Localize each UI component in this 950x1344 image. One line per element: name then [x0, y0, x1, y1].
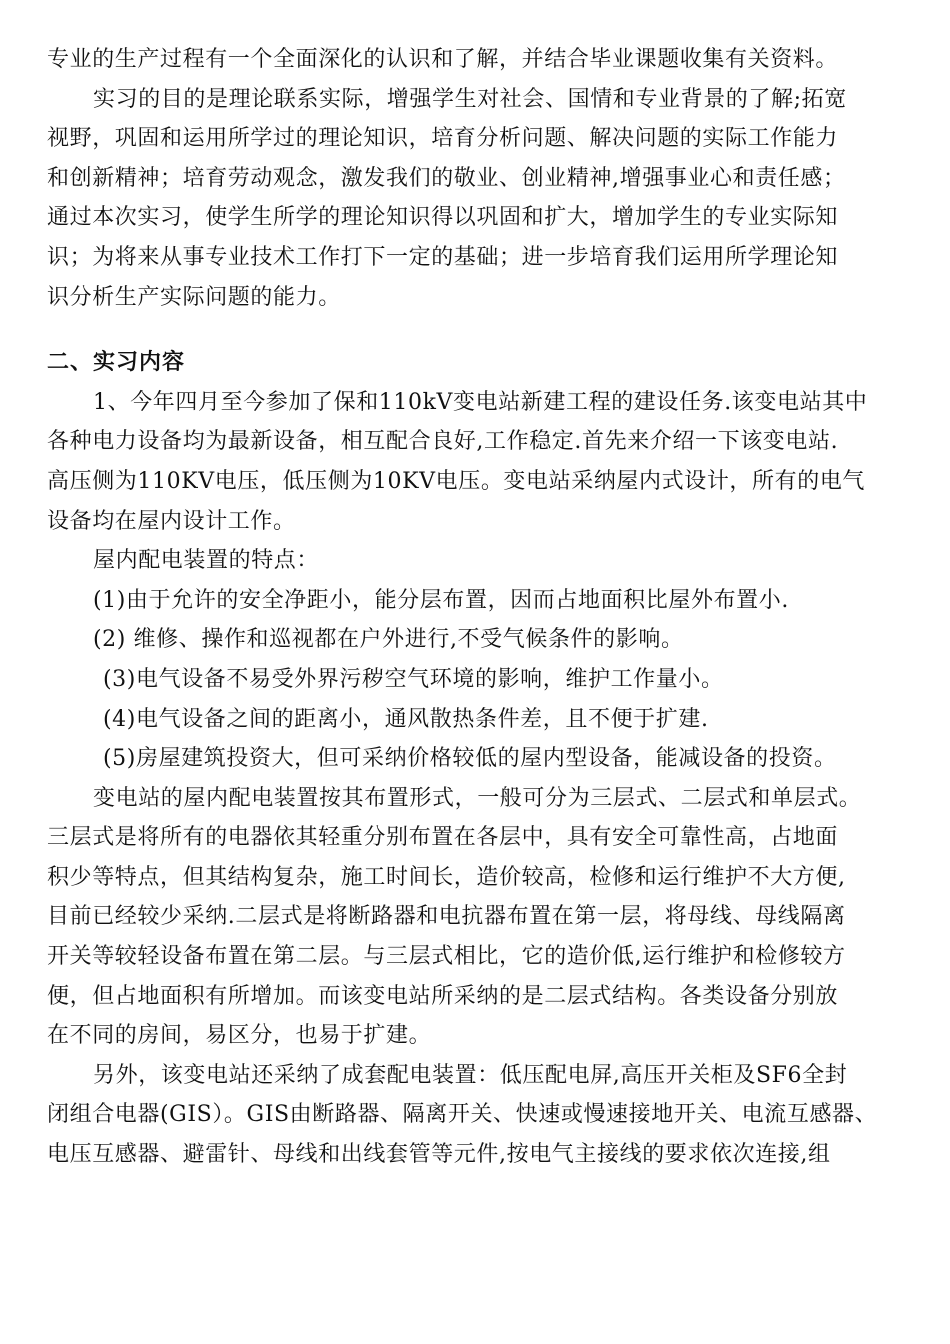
list-item: (3)电气设备不易受外界污秽空气环境的影响，维护工作量小。	[103, 666, 724, 692]
paragraph-line: 另外，该变电站还采纳了成套配电装置：低压配电屏,高压开关柜及SF6全封	[93, 1062, 848, 1088]
paragraph-line: 识分析生产实际问题的能力。	[47, 284, 341, 310]
section-heading: 二、实习内容	[47, 350, 186, 376]
paragraph-line: 屋内配电装置的特点：	[93, 548, 320, 574]
paragraph-line: 识；为将来从事专业技术工作打下一定的基础；进一步培育我们运用所学理论知	[47, 244, 839, 270]
paragraph-line: 高压侧为110KV电压，低压侧为10KV电压。变电站采纳屋内式设计，所有的电气	[47, 468, 866, 494]
paragraph-line: 开关等较轻设备布置在第二层。与三层式相比，它的造价低,运行维护和检修较方	[47, 944, 846, 970]
list-item: (4)电气设备之间的距离小，通风散热条件差，且不便于扩建.	[103, 706, 709, 732]
paragraph-line: 闭组合电器(GIS）。GIS由断路器、隔离开关、快速或慢速接地开关、电流互感器、	[47, 1102, 878, 1128]
document-page	[47, 40, 917, 1175]
paragraph-line: 电压互感器、避雷针、母线和出线套管等元件,按电气主接线的要求依次连接,组	[47, 1142, 831, 1168]
section-spacer	[47, 317, 917, 343]
list-item: (5)房屋建筑投资大，但可采纳价格较低的屋内型设备，能减设备的投资。	[103, 746, 837, 772]
paragraph-line: 积少等特点，但其结构复杂，施工时间长，造价较高，检修和运行维护不大方便,	[47, 864, 846, 890]
paragraph-line: 视野，巩固和运用所学过的理论知识，培育分析问题、解决问题的实际工作能力	[47, 126, 839, 152]
paragraph-line: 目前已经较少采纳.二层式是将断路器和电抗器布置在第一层，将母线、母线隔离	[47, 904, 846, 930]
paragraph-line: 和创新精神；培育劳动观念，激发我们的敬业、创业精神,增强事业心和责任感；	[47, 165, 846, 191]
paragraph-line: 各种电力设备均为最新设备，相互配合良好,工作稳定.首先来介绍一下该变电站.	[47, 429, 839, 455]
paragraph-line: 三层式是将所有的电器依其轻重分别布置在各层中，具有安全可靠性高，占地面	[47, 825, 839, 851]
paragraph-line: 变电站的屋内配电装置按其布置形式，一般可分为三层式、二层式和单层式。	[93, 785, 862, 811]
paragraph-line: 在不同的房间，易区分，也易于扩建。	[47, 1023, 432, 1049]
list-item: (1)由于允许的安全净距小，能分层布置，因而占地面积比屋外布置小.	[93, 587, 789, 613]
paragraph-line: 1、今年四月至今参加了保和110kV变电站新建工程的建设任务.该变电站其中	[93, 389, 868, 415]
paragraph-line: 专业的生产过程有一个全面深化的认识和了解，并结合毕业课题收集有关资料。	[47, 47, 839, 72]
paragraph-line: 便，但占地面积有所增加。而该变电站所采纳的是二层式结构。各类设备分别放	[47, 983, 839, 1009]
paragraph-line: 设备均在屋内设计工作。	[47, 508, 296, 534]
paragraph-line: 实习的目的是理论联系实际，增强学生对社会、国情和专业背景的了解;拓宽	[93, 86, 847, 112]
list-item: (2) 维修、操作和巡视都在户外进行,不受气候条件的影响。	[93, 627, 684, 653]
paragraph-line: 通过本次实习，使学生所学的理论知识得以巩固和扩大，增加学生的专业实际知	[47, 205, 839, 231]
